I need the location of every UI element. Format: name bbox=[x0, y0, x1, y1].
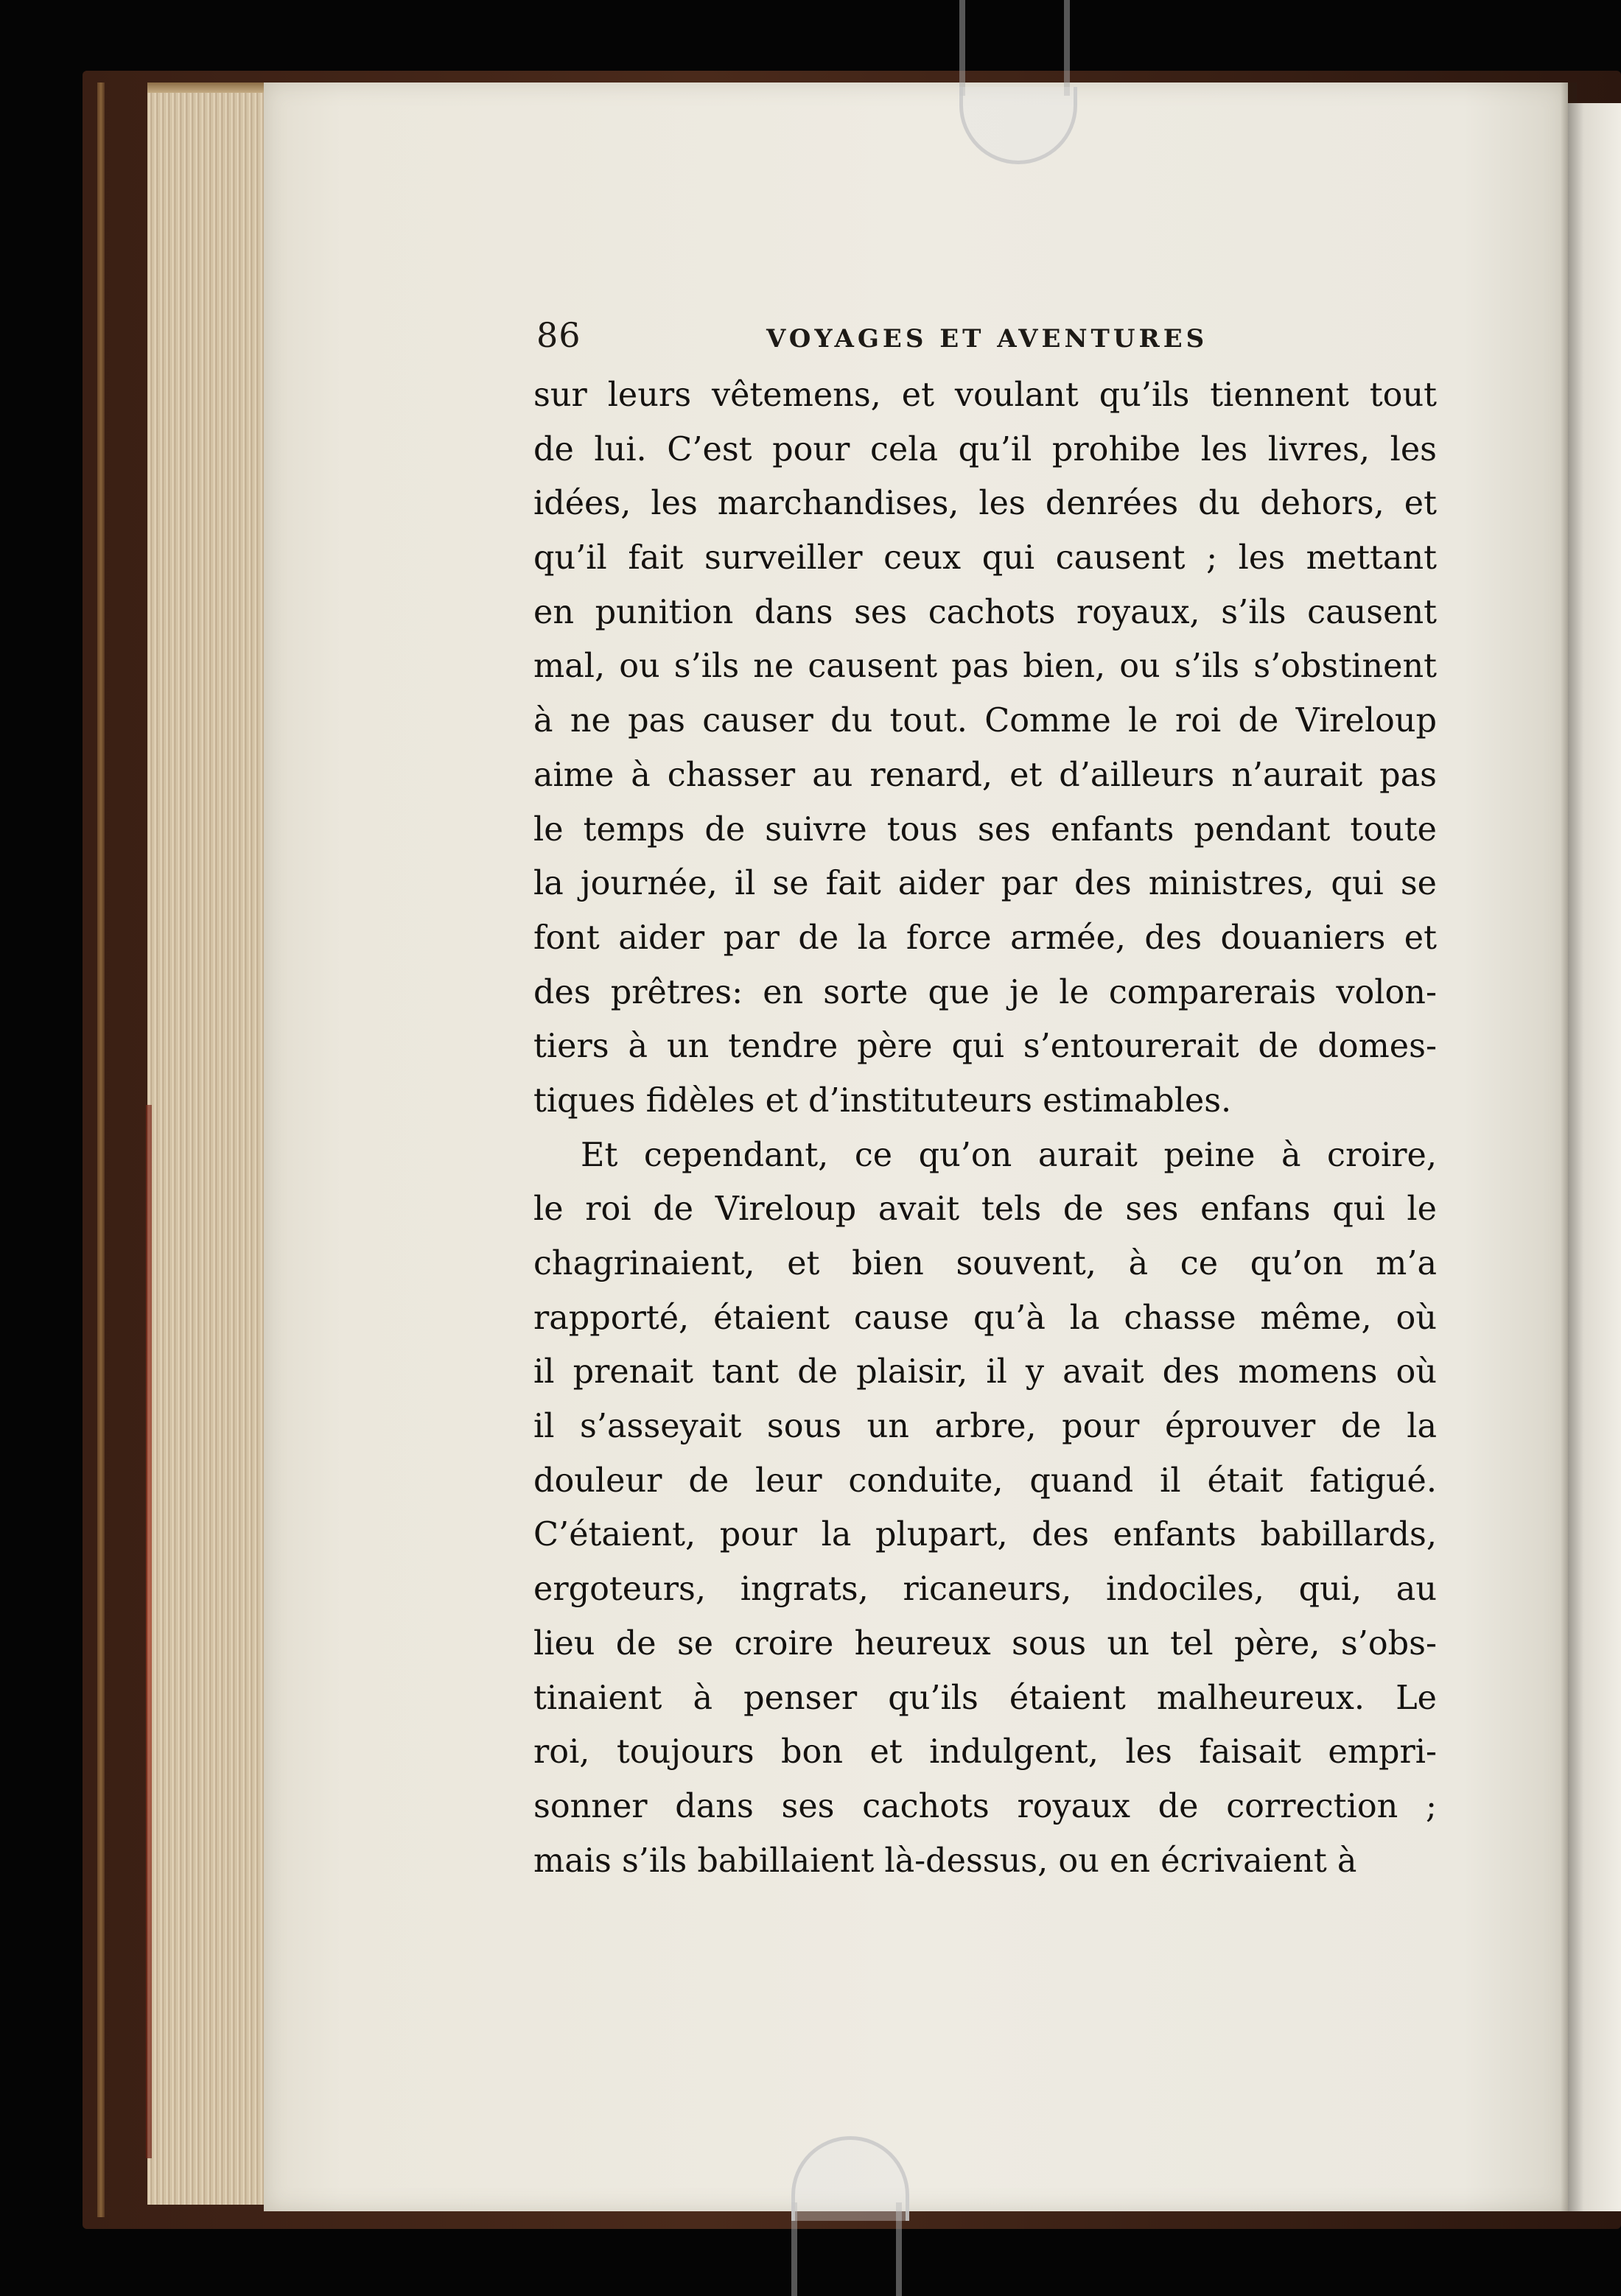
text-line: roi, toujours bon et indulgent, les faisait empri- bbox=[533, 1733, 1437, 1772]
page-fore-edge-stack bbox=[147, 87, 273, 2205]
running-head: VOYAGES ET AVENTURES bbox=[766, 324, 1208, 354]
text-line: le roi de Vireloup avait tels de ses enfans qui le bbox=[533, 1190, 1437, 1229]
text-line: de lui. C’est pour cela qu’il prohibe les livres, les bbox=[533, 430, 1437, 468]
text-line: sur leurs vêtemens, et voulant qu’ils tiennent tout bbox=[533, 376, 1437, 414]
text-line: font aider par de la force armée, des douaniers et bbox=[533, 919, 1437, 957]
text-line: le temps de suivre tous ses enfants pendant toute bbox=[533, 810, 1437, 849]
page-number: 86 bbox=[536, 315, 581, 355]
text-line: sonner dans ses cachots royaux de correction ; bbox=[533, 1787, 1437, 1825]
text-line: idées, les marchandises, les denrées du dehors, et bbox=[533, 485, 1437, 523]
text-line: douleur de leur conduite, quand il était fatigué. bbox=[533, 1461, 1437, 1500]
cover-gilt-edge bbox=[97, 82, 105, 2217]
text-line: il s’asseyait sous un arbre, pour éprouver de la bbox=[533, 1408, 1437, 1446]
text-line: en punition dans ses cachots royaux, s’ils causent bbox=[533, 593, 1437, 631]
text-line: C’étaient, pour la plupart, des enfants babillards, bbox=[533, 1516, 1437, 1554]
text-line: mais s’ils babillaient là-dessus, ou en écrivaient à bbox=[533, 1842, 1357, 1880]
text-line: ergoteurs, ingrats, ricaneurs, indociles, qui, au bbox=[533, 1570, 1437, 1609]
clip-top-arm-left bbox=[959, 0, 965, 96]
text-line: qu’il fait surveiller ceux qui causent ; les mettant bbox=[533, 539, 1437, 577]
text-line: Et cependant, ce qu’on aurait peine à croire, bbox=[581, 1136, 1437, 1174]
text-line: il prenait tant de plaisir, il y avait des momens où bbox=[533, 1353, 1437, 1391]
next-page-edge bbox=[1568, 103, 1621, 2211]
page-stack-top bbox=[147, 82, 271, 93]
red-page-edge bbox=[146, 1105, 152, 2158]
text-line: rapporté, étaient cause qu’à la chasse même, où bbox=[533, 1299, 1437, 1337]
clip-top-arm-right bbox=[1064, 0, 1070, 96]
text-line: tinaient à penser qu’ils étaient malheureux. Le bbox=[533, 1679, 1437, 1717]
text-line: chagrinaient, et bien souvent, à ce qu’on m’a bbox=[533, 1245, 1437, 1282]
text-line: lieu de se croire heureux sous un tel père, s’obs- bbox=[533, 1624, 1437, 1663]
text-line: tiques fidèles et d’instituteurs estimables. bbox=[533, 1081, 1232, 1120]
text-line: des prêtres: en sorte que je le comparerais volon- bbox=[533, 973, 1437, 1011]
text-line: tiers à un tendre père qui s’entourerait de domes- bbox=[533, 1028, 1437, 1066]
body-text bbox=[533, 368, 1437, 1888]
text-line: aime à chasser au renard, et d’ailleurs n’aurait pas bbox=[533, 756, 1437, 794]
text-line: mal, ou s’ils ne causent pas bien, ou s’ils s’obstinent bbox=[533, 647, 1437, 686]
text-line: à ne pas causer du tout. Comme le roi de Vireloup bbox=[533, 702, 1437, 740]
text-line: la journée, il se fait aider par des ministres, qui se bbox=[533, 865, 1437, 903]
